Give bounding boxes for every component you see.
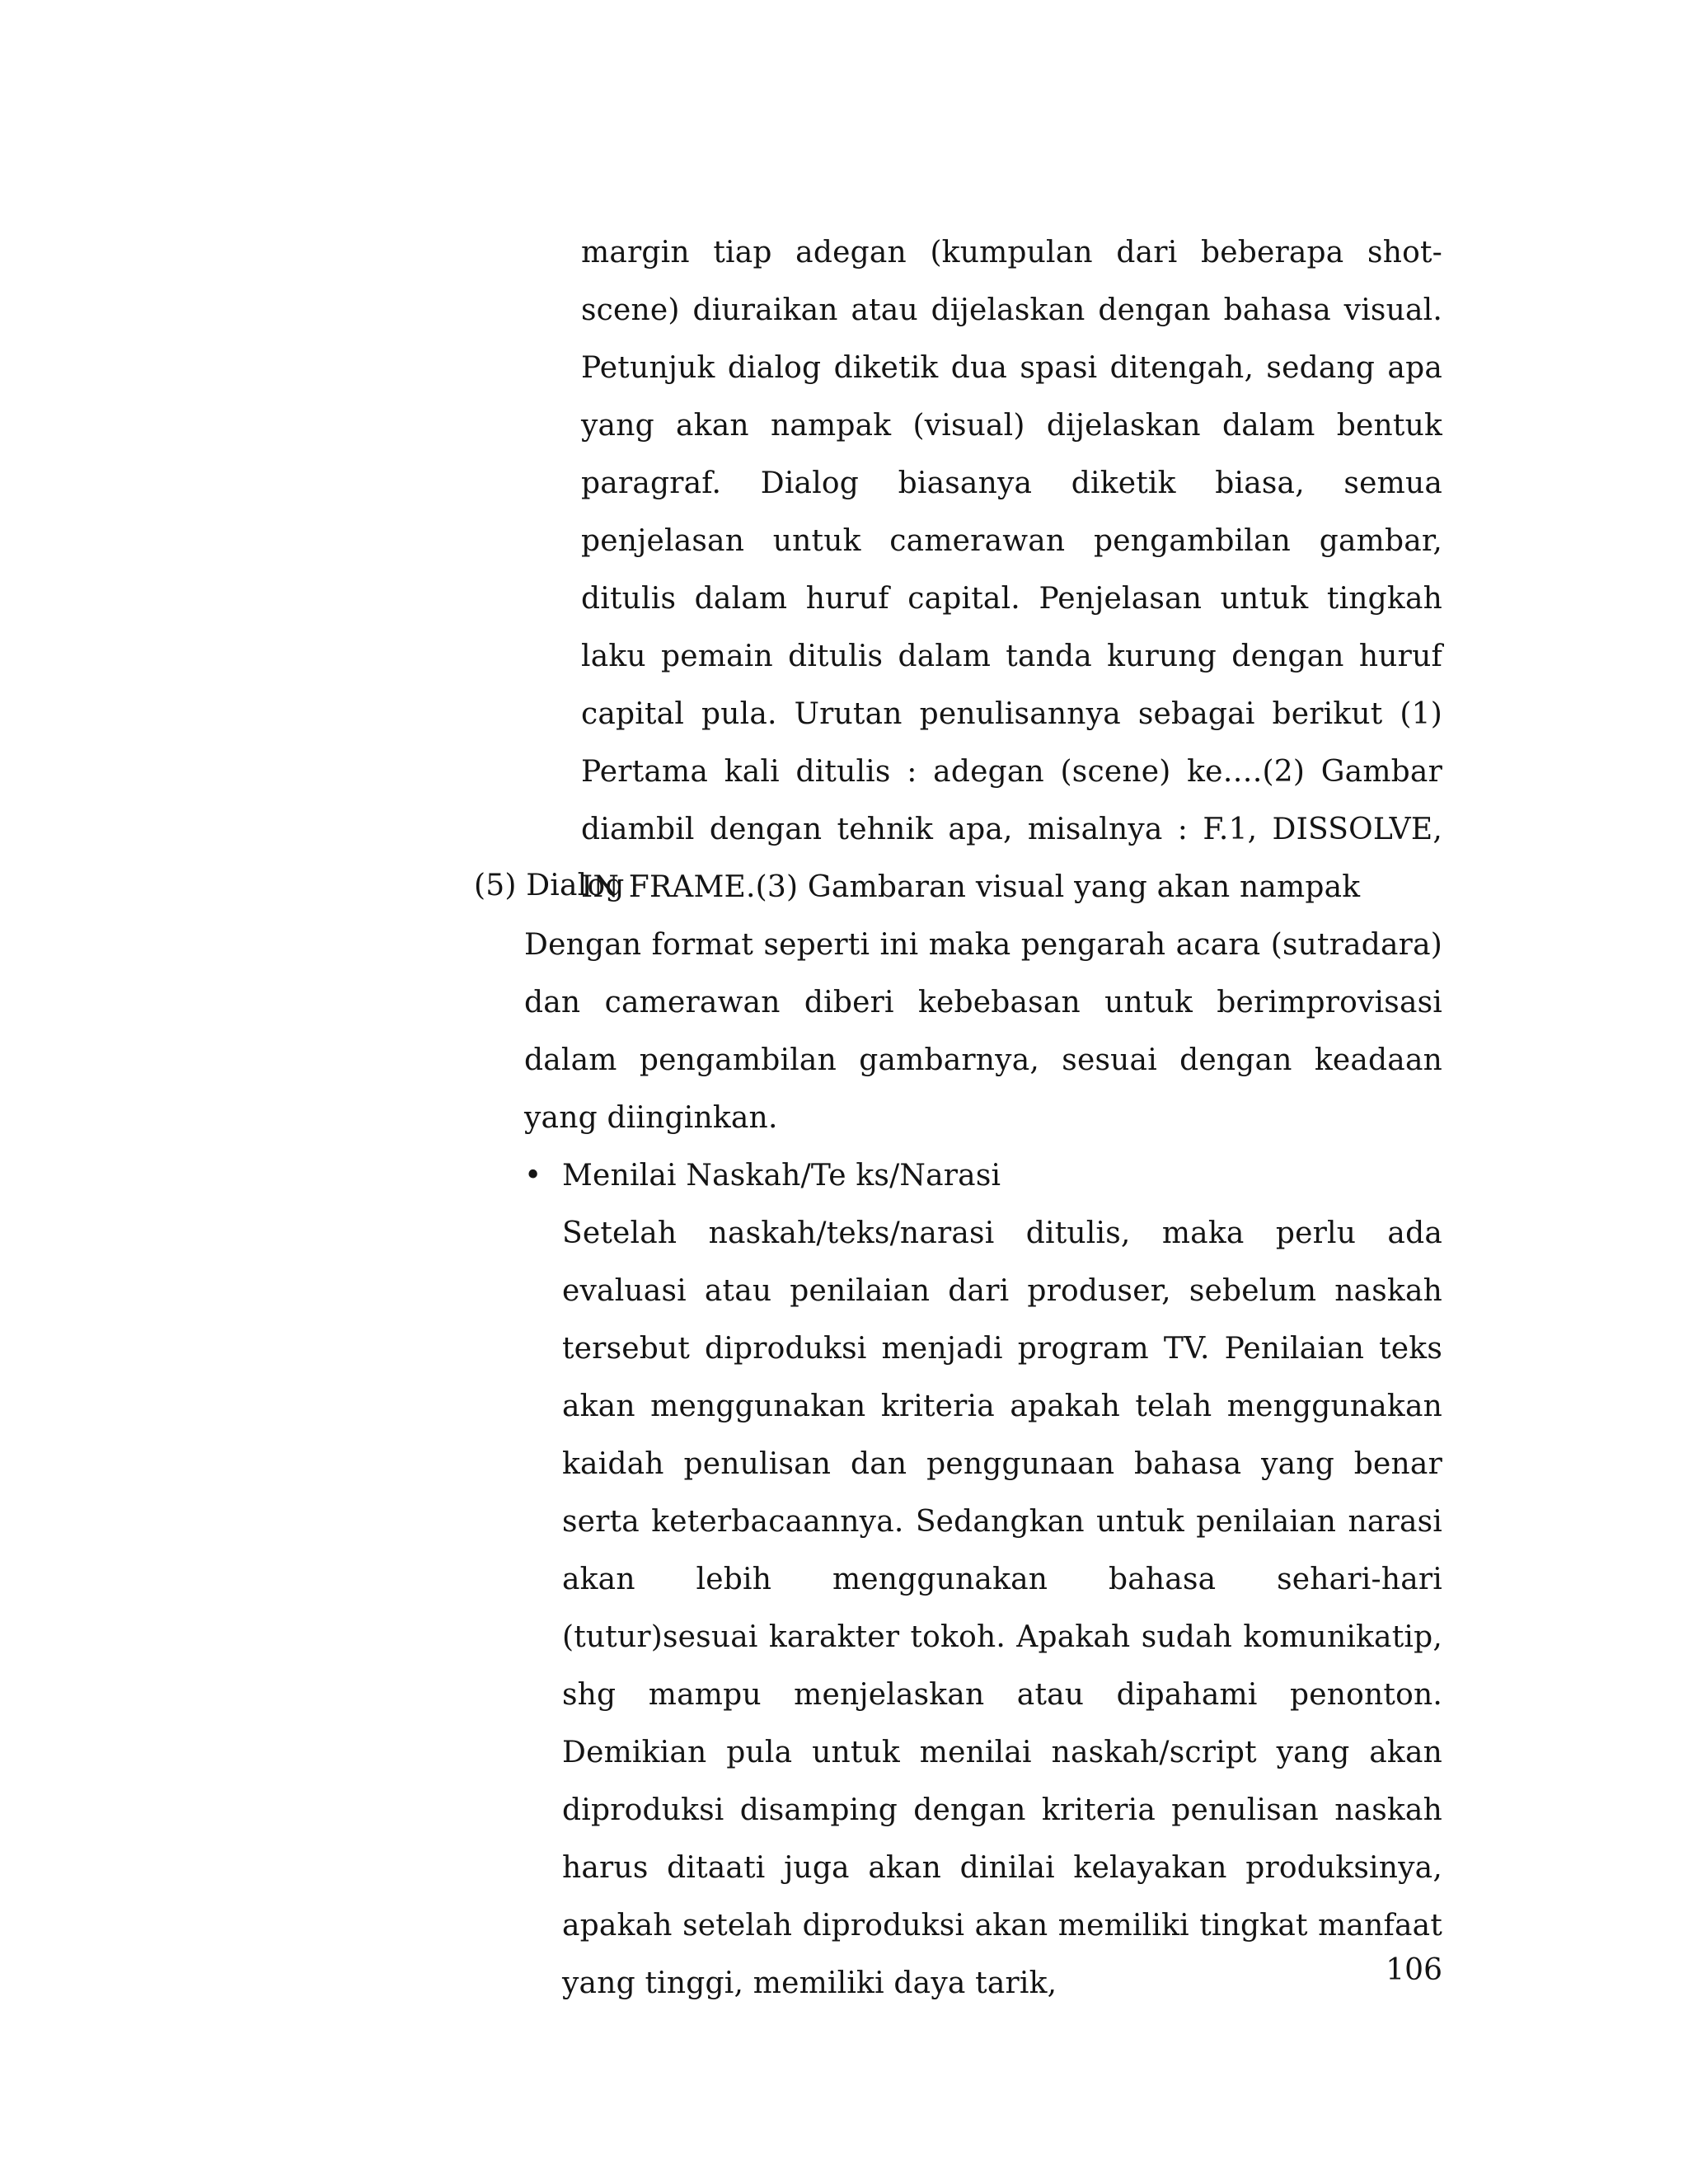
bullet-title: Menilai Naskah/Te ks/Narasi [562, 1159, 1001, 1193]
bullet-icon: • [524, 1159, 542, 1193]
bullet-item [524, 1147, 1442, 1205]
page-number: 106 [1386, 1953, 1442, 1987]
paragraph-dialog-description [524, 916, 1442, 1147]
paragraph-text: Dengan format seperti ini maka pengarah acara (sutradara) dan camerawan diberi kebebasan untuk berimprovisasi dalam pengambilan gambarnya, sesuai dengan keadaan yang diinginkan. [524, 928, 1442, 1135]
paragraph-text: Setelah naskah/teks/narasi ditulis, maka perlu ada evaluasi atau penilaian dari produser, sebelum naskah tersebut diproduksi menjadi program TV. Penilaian teks akan menggunakan kriteria apakah telah menggunakan kaidah penulisan dan penggunaan bahasa yang benar serta keterbacaannya. Sedangkan untuk penilaian narasi akan lebih menggunakan bahasa sehari-hari (tutur)sesuai karakter tokoh. Apakah sudah komunikatip, shg mampu menjelaskan atau dipahami penonton. Demikian pula untuk menilai naskah/script yang akan diproduksi disamping dengan kriteria penulisan naskah harus ditaati juga akan dinilai kelayakan produksinya, apakah setelah diproduksi akan memiliki tingkat manfaat yang tinggi, memiliki daya tarik, [562, 1216, 1442, 2000]
paragraph-script-format [581, 224, 1442, 916]
heading-text: (5) Dialog [474, 869, 625, 902]
list-item-heading [474, 857, 1442, 915]
paragraph-script-evaluation [562, 1205, 1442, 2013]
paragraph-text: margin tiap adegan (kumpulan dari beberapa shot-scene) diuraikan atau dijelaskan dengan bahasa visual. Petunjuk dialog diketik dua spasi ditengah, sedang apa yang akan nampak (visual) dijelaskan dalam bentuk paragraf. Dialog biasanya diketik biasa, semua penjelasan untuk camerawan pengambilan gambar, ditulis dalam huruf capital. Penjelasan untuk tingkah laku pemain ditulis dalam tanda kurung dengan huruf capital pula. Urutan penulisannya sebagai berikut (1) Pertama kali ditulis : adegan (scene) ke….(2) Gambar diambil dengan tehnik apa, misalnya : F.1, DISSOLVE, IN FRAME.(3) Gambaran visual yang akan nampak [581, 236, 1442, 904]
